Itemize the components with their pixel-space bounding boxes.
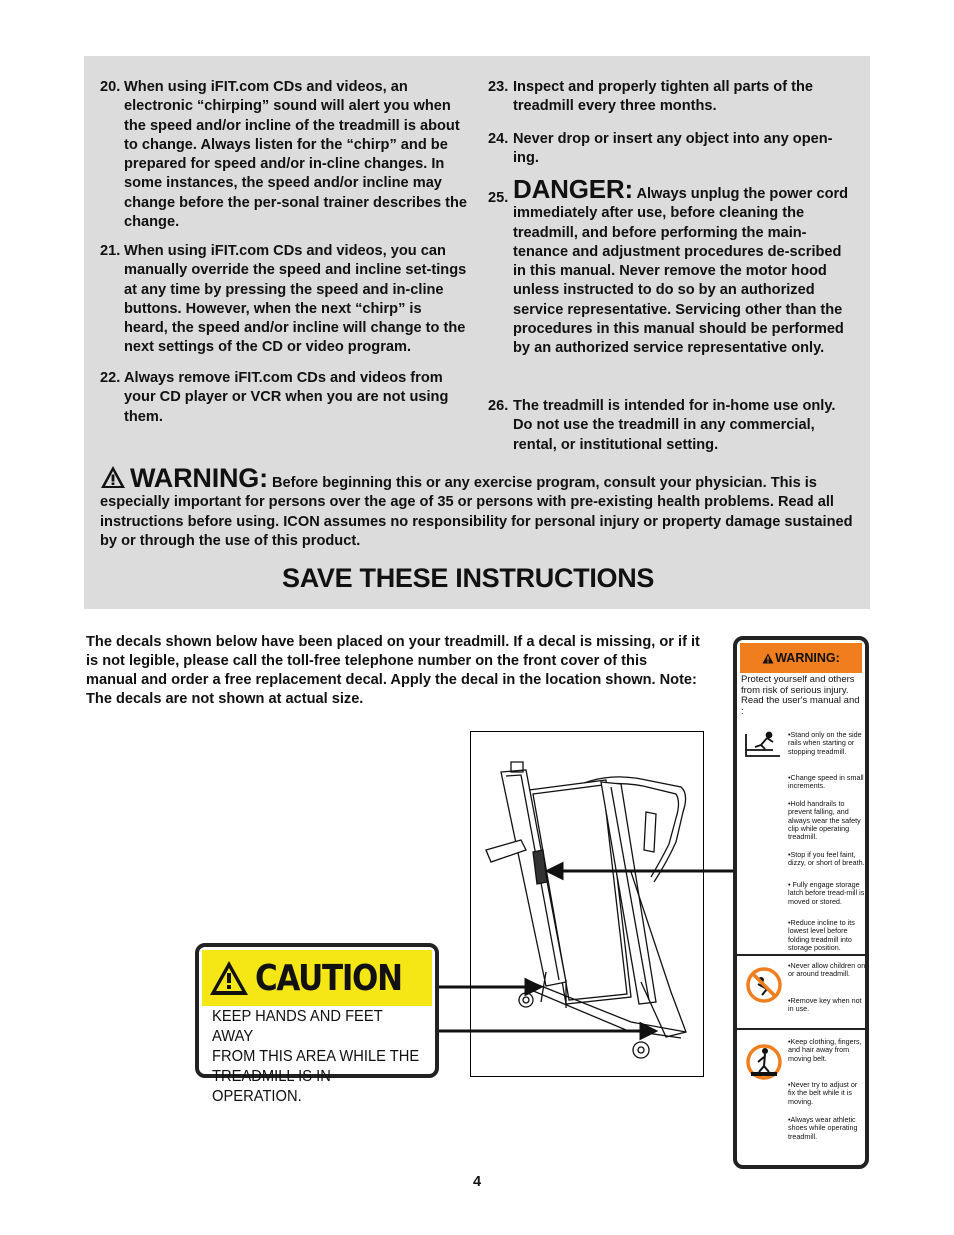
caution-text <box>212 1007 424 1107</box>
warning-bullet: •Change speed in small increments. <box>788 773 864 791</box>
save-instructions-title: SAVE THESE INSTRUCTIONS <box>282 563 655 593</box>
item-number: 26. <box>488 398 509 414</box>
item-number: 21. <box>100 243 121 259</box>
item-text: Always remove iFIT.com CDs and videos from your CD player or VCR when you are not using them. <box>124 370 449 425</box>
item-number: 24. <box>488 131 509 147</box>
item-text: When using iFIT.com CDs and videos, you can manually override the speed and incline set-tings at any time by pressing the speed and in-cline buttons. However, when the next “chirp” is heard, the speed and/or incline will change to the next settings of the CD or video program. <box>124 243 467 356</box>
warning-bullet: •Never try to adjust or fix the belt while it is moving. <box>788 1080 858 1106</box>
warning-decal-header <box>740 643 862 673</box>
caution-decal <box>195 943 439 1105</box>
warning-bullet: •Stop if you feel faint, dizzy, or short of breath. <box>788 850 865 868</box>
item-text: The treadmill is intended for in-home use only. Do not use the treadmill in any commercial, rental, or institutional setting. <box>513 398 836 453</box>
caution-line: FROM THIS AREA WHILE THE <box>212 1048 420 1065</box>
warning-bullet: •Hold handrails to prevent falling, and always wear the safety clip while operating treadmill. <box>788 799 861 842</box>
caution-header <box>202 950 432 1006</box>
moving-belt-icon <box>745 1038 783 1088</box>
warning-bullet: • Fully engage storage latch before tread-mill is moved or stored. <box>788 880 865 906</box>
item-text: Inspect and properly tighten all parts of the treadmill every three months. <box>513 79 814 115</box>
warning-text: Before beginning this or any exercise program, consult your physician. This is especially important for persons over the age of 35 or persons with pre-existing health problems. Read all instructions before using. ICON assumes no responsibility for personal injury or property damage sustained by or through the use of this product. <box>100 475 853 549</box>
item-text: Always unplug the power cord immediately after use, before cleaning the treadmill, and before performing the main-tenance and adjustment procedures de-scribed in this manual. Never remove the motor hood unless instructed to do so by an authorized service representative. Servicing other than the procedures in this manual should be performed by an authorized service representative only. <box>513 186 849 357</box>
item-number: 25. <box>488 190 509 206</box>
warning-bullet: •Stand only on the side rails when starting or stopping treadmill. <box>788 730 862 756</box>
warning-decal <box>733 636 869 1169</box>
item-number: 23. <box>488 79 509 95</box>
decals-intro-text: The decals shown below have been placed on your treadmill. If a decal is missing, or if it is not legible, please call the toll-free telephone number on the front cover of this manual and order a free replacement decal. Apply the decal in the location shown. Note: The decals are not shown at actual size. <box>86 634 700 707</box>
warning-bullet: •Remove key when not in use. <box>788 996 862 1014</box>
warning-bullet: •Reduce incline to its lowest level before folding treadmill into storage position. <box>788 918 855 952</box>
warning-heading: WARNING: <box>130 463 268 493</box>
decal-divider <box>737 1028 865 1030</box>
warning-triangle-icon <box>762 653 774 664</box>
caution-triangle-icon <box>209 960 249 996</box>
warning-decal-title: WARNING: <box>775 651 840 665</box>
danger-heading: DANGER: <box>513 174 633 204</box>
item-number: 20. <box>100 79 121 95</box>
warning-bullet: •Always wear athletic shoes while operating treadmill. <box>788 1115 858 1141</box>
caution-title: CAUTION <box>254 957 402 999</box>
caution-line: KEEP HANDS AND FEET AWAY <box>212 1008 383 1045</box>
item-number: 22. <box>100 370 121 386</box>
page-number: 4 <box>473 1174 482 1190</box>
item-text: When using iFIT.com CDs and videos, an electronic “chirping” sound will alert you when the speed and/or incline of the treadmill is about to change. Always listen for the “chirp” and be prepared for speed and/or in-cline changes. In some instances, the speed and/or incline may change before the per-sonal trainer describes the change. <box>124 79 468 231</box>
decal-divider <box>737 954 865 956</box>
warning-bullet: •Never allow children on or around treadmill. <box>788 961 866 979</box>
item-text: Never drop or insert any object into any open-ing. <box>513 131 833 167</box>
caution-line: TREADMILL IS IN OPERATION. <box>212 1068 331 1105</box>
warning-bullet: •Keep clothing, fingers, and hair away from moving belt. <box>788 1037 862 1063</box>
warning-decal-intro: Protect yourself and others from risk of serious injury. Read the user's manual and : <box>741 674 860 717</box>
side-rail-icon <box>743 730 783 760</box>
no-children-icon <box>745 962 783 1008</box>
